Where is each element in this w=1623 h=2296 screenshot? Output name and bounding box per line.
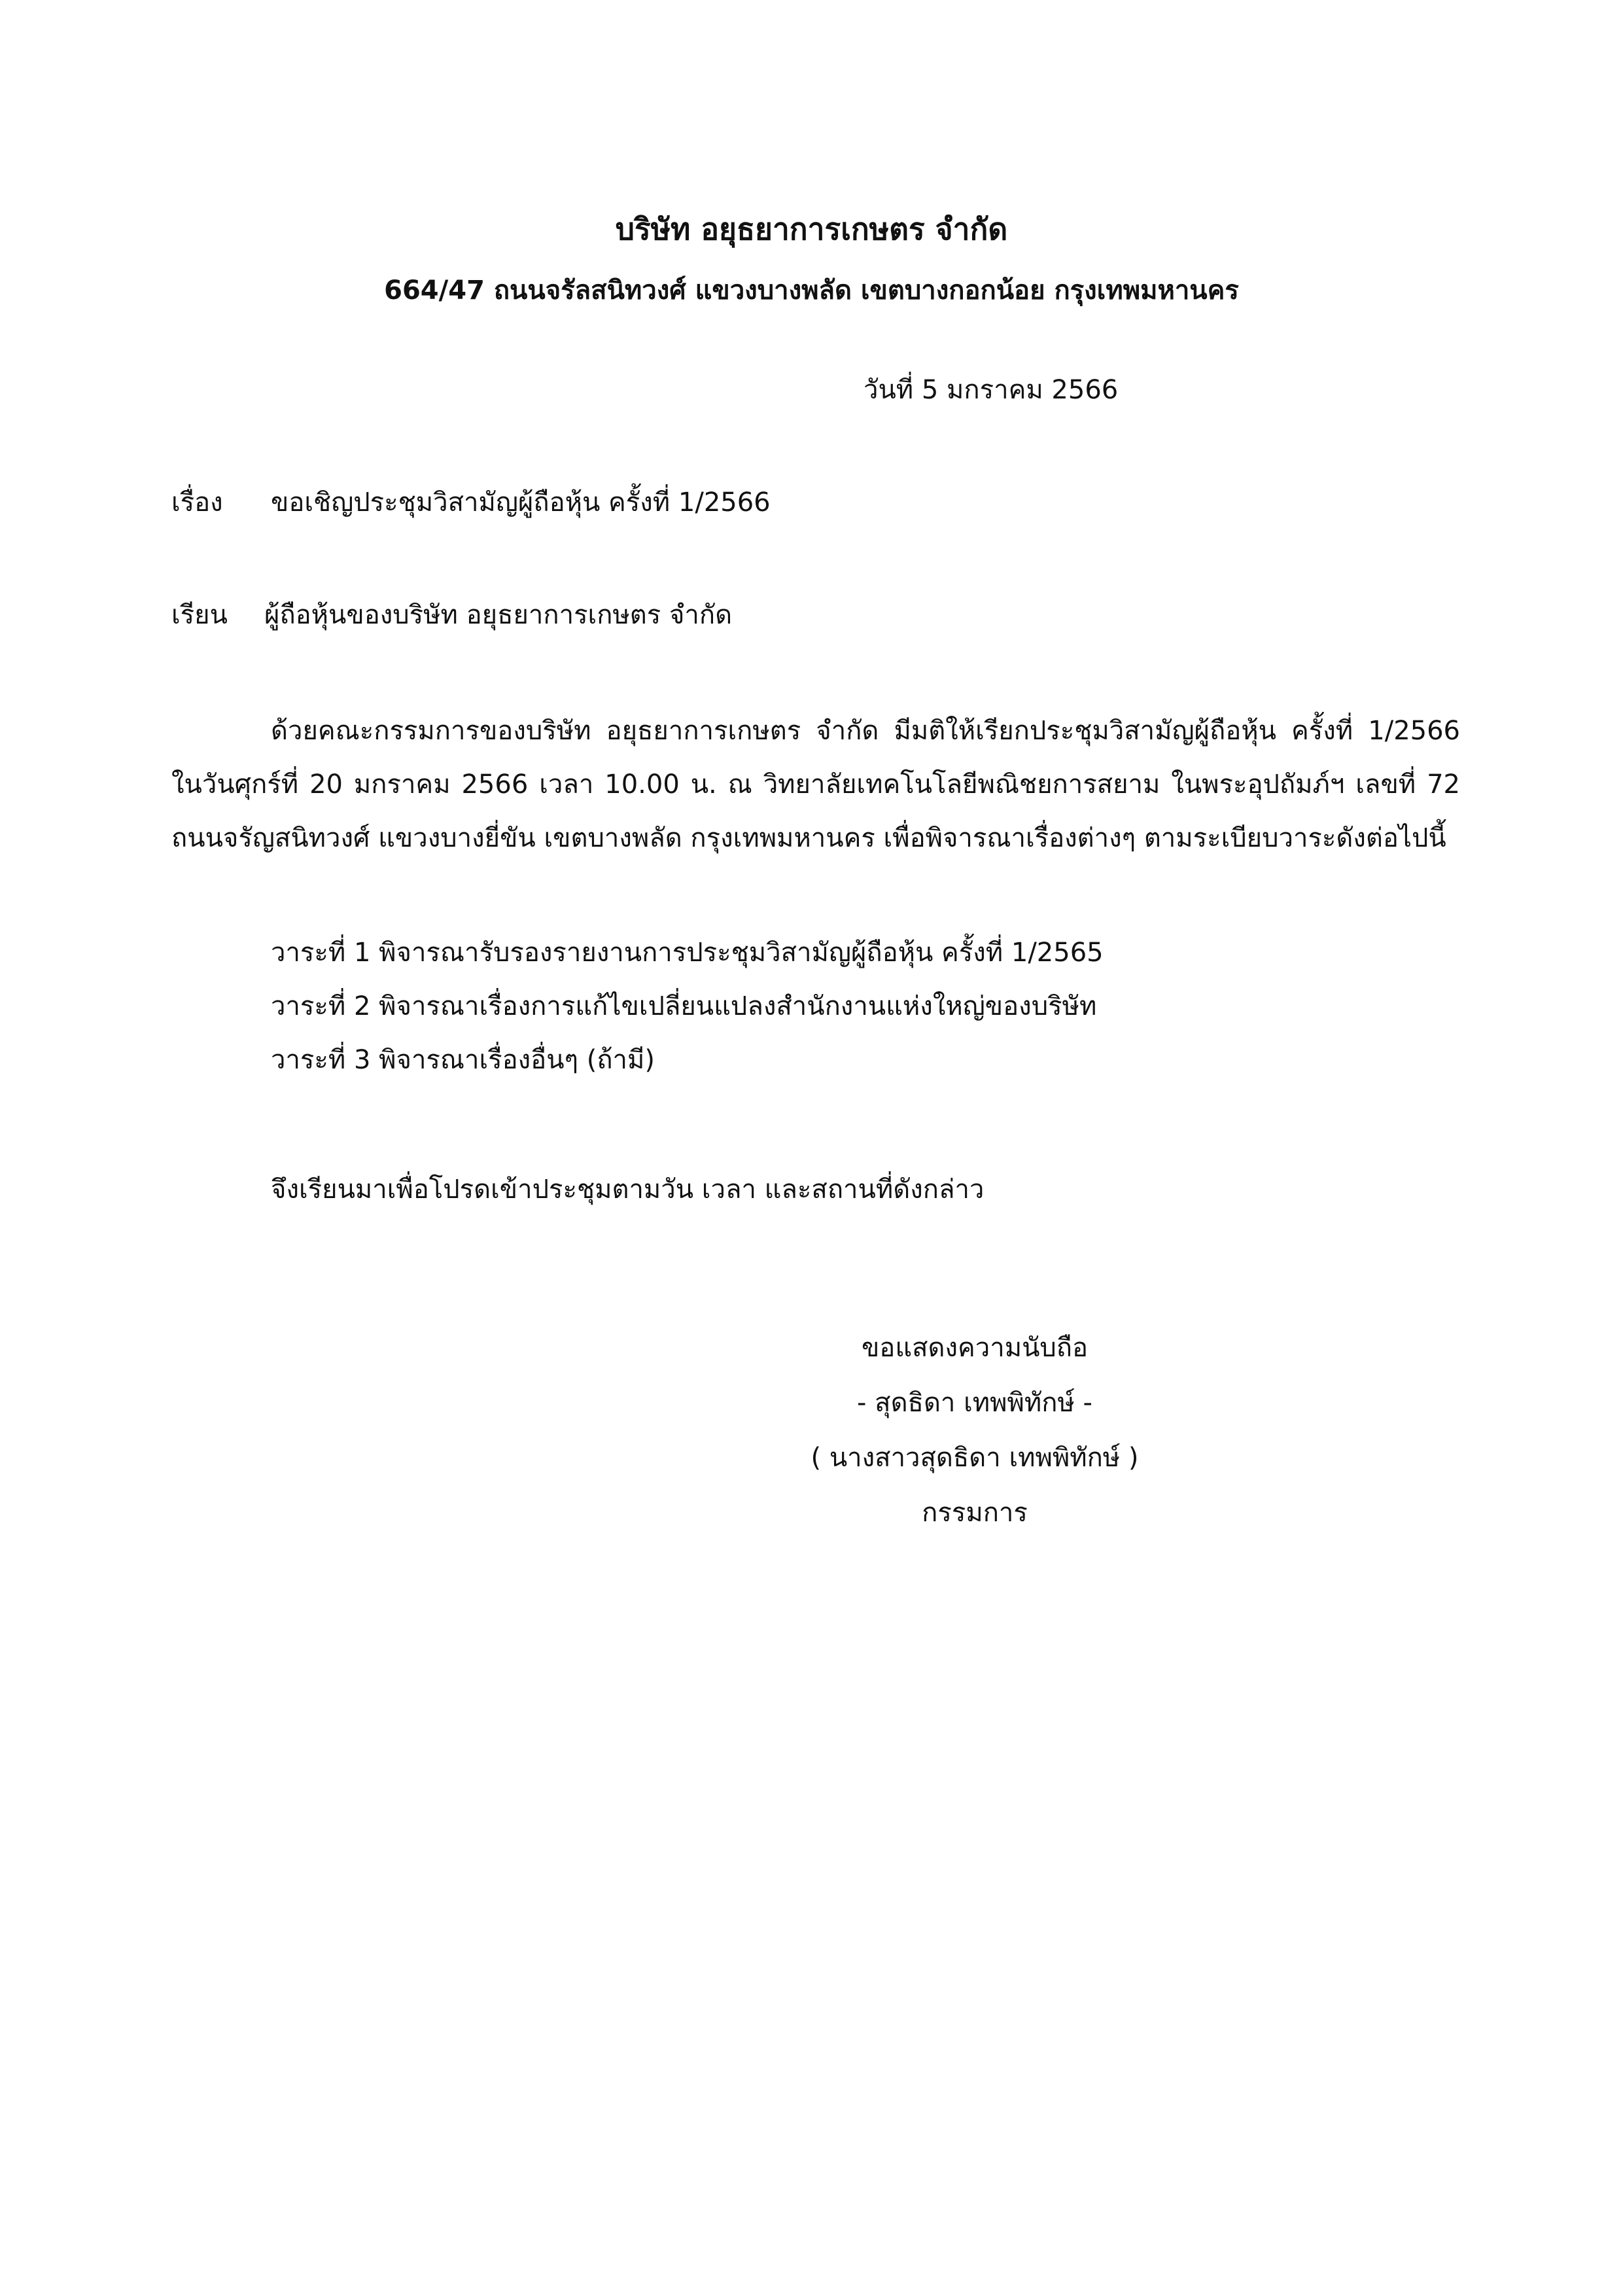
signature-full-name: ( นางสาวสุดธิดา เทพพิทักษ์ ) (811, 1443, 1139, 1473)
recipient-label: เรียน (171, 600, 228, 630)
agenda-item-2: วาระที่ 2 พิจารณาเรื่องการแก้ไขเปลี่ยนแปลงสำนักงานแห่งใหญ่ของบริษัท (271, 991, 1097, 1021)
signature-position: กรรมการ (922, 1498, 1028, 1528)
body-paragraph: ด้วยคณะกรรมการของบริษัท อยุธยาการเกษตร จำกัด มีมติให้เรียกประชุมวิสามัญผู้ถือหุ้น ครั้งที่ 1/2566 ในวันศุกร์ที่ 20 มกราคม 2566 เวลา 10.00 น. ณ วิทยาลัยเทคโนโลยีพณิชยการสยาม ในพระอุปถัมภ์ฯ เลขที่ 72 ถนนจรัญสนิทวงศ์ แขวงบางยี่ขัน เขตบางพลัด กรุงเทพมหานคร เพื่อพิจารณาเรื่องต่างๆ ตามระเบียบวาระดังต่อไปนี้ (171, 716, 1460, 853)
signature-signed: - สุดธิดา เทพพิทักษ์ - (857, 1388, 1092, 1418)
closing-sentence: จึงเรียนมาเพื่อโปรดเข้าประชุมตามวัน เวลา และสถานที่ดังกล่าว (271, 1174, 985, 1205)
agenda-item-1: วาระที่ 1 พิจารณารับรองรายงานการประชุมวิสามัญผู้ถือหุ้น ครั้งที่ 1/2565 (271, 938, 1104, 968)
agenda-item-3: วาระที่ 3 พิจารณาเรื่องอื่นๆ (ถ้ามี) (271, 1045, 655, 1075)
subject-text: ขอเชิญประชุมวิสามัญผู้ถือหุ้น ครั้งที่ 1/2566 (271, 487, 771, 518)
signature-regards: ขอแสดงความนับถือ (861, 1333, 1089, 1363)
company-name: บริษัท อยุธยาการเกษตร จำกัด (615, 211, 1008, 247)
subject-label: เรื่อง (171, 487, 223, 518)
document-date: วันที่ 5 มกราคม 2566 (864, 375, 1119, 405)
company-address: 664/47 ถนนจรัลสนิทวงศ์ แขวงบางพลัด เขตบางกอกน้อย กรุงเทพมหานคร (384, 275, 1239, 306)
recipient-text: ผู้ถือหุ้นของบริษัท อยุธยาการเกษตร จำกัด (264, 600, 733, 630)
